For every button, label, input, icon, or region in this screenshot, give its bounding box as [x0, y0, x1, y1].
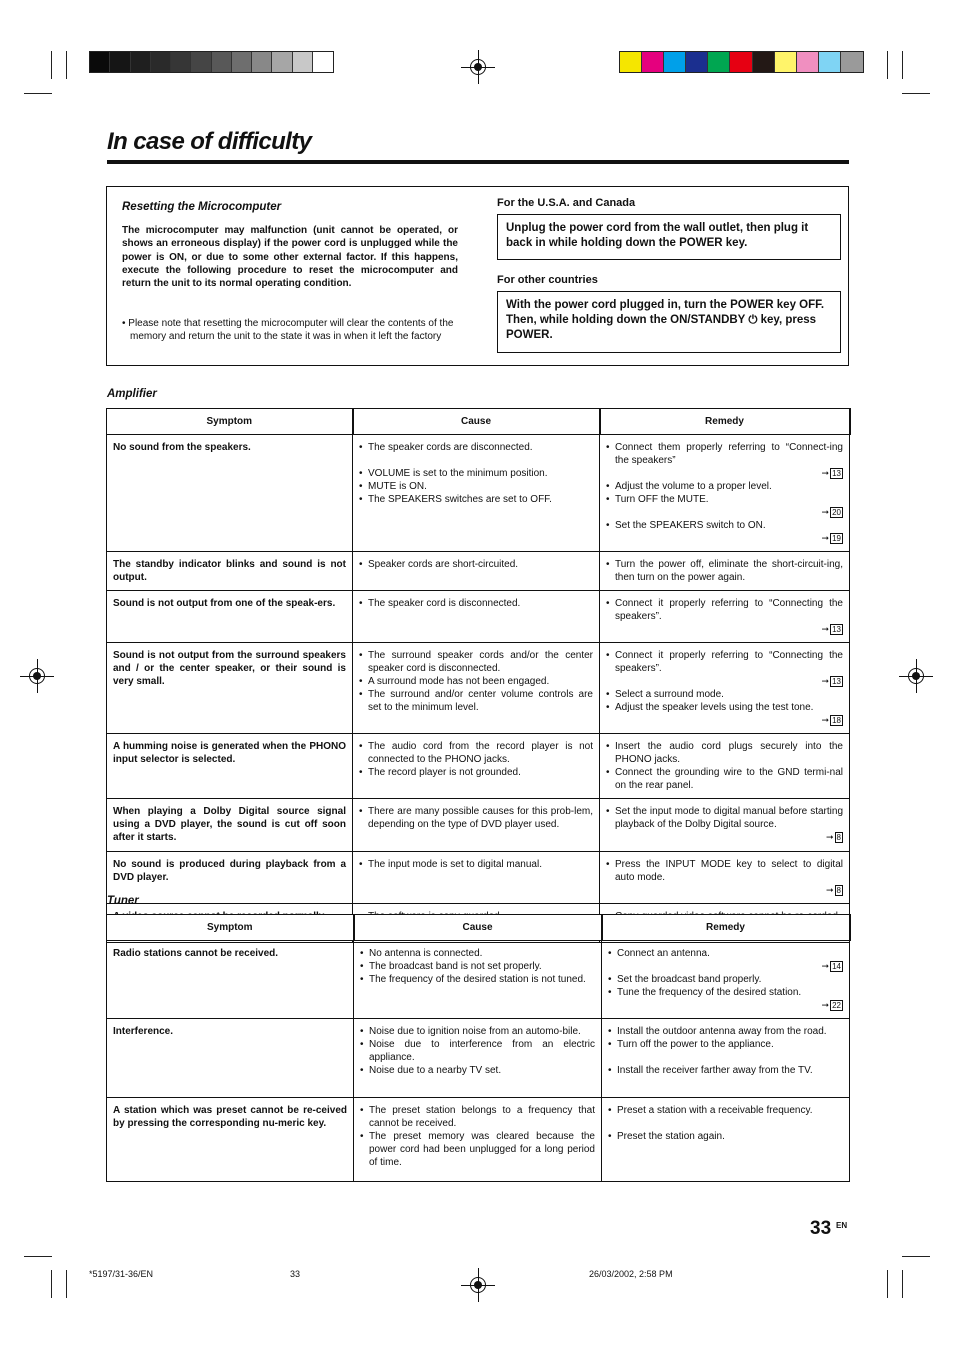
title-rule	[107, 160, 849, 164]
remedy-text: Press the INPUT MODE key to select to digital auto mode.	[615, 859, 843, 883]
page-reference-number: 19	[832, 534, 841, 543]
cause-cell	[354, 1098, 602, 1182]
page-reference-number: 8	[836, 886, 841, 895]
page-reference	[617, 999, 843, 1012]
calibration-swatch	[191, 52, 211, 72]
cause-header: Cause	[353, 409, 600, 435]
remedy-cell	[600, 435, 850, 552]
cause-cell	[353, 552, 600, 591]
cause-item: • Speaker cords are short-circuited.	[359, 558, 593, 571]
tuner-section-label: Tuner	[107, 895, 139, 907]
remedy-item	[608, 1038, 843, 1051]
table-row	[107, 435, 850, 552]
page-language: EN	[836, 1221, 848, 1230]
cause-item: • A surround mode has not been engaged.	[359, 675, 593, 688]
remedy-item	[606, 558, 843, 584]
cause-item: • The broadcast band is not set properly.	[360, 960, 595, 973]
symptom-cell: Sound is not output from one of the speak-ers.	[107, 591, 353, 643]
crop-mark	[902, 51, 903, 79]
remedy-item	[606, 441, 843, 480]
symptom-cell: Radio stations cannot be received.	[107, 941, 354, 1019]
remedy-item	[608, 947, 843, 973]
remedy-text: Tune the frequency of the desired station.	[617, 987, 802, 998]
cause-cell	[353, 435, 600, 552]
cause-cell	[353, 852, 600, 904]
page-reference-number: 8	[836, 833, 841, 842]
symptom-header: Symptom	[107, 915, 354, 941]
calibration-swatch	[212, 52, 232, 72]
remedy-header: Remedy	[602, 915, 850, 941]
remedy-item	[606, 740, 843, 766]
cause-cell	[353, 799, 600, 852]
cause-item: • VOLUME is set to the minimum position.	[359, 467, 593, 480]
crop-mark	[902, 1256, 930, 1257]
cause-item: • The surround and/or center volume controls are set to the minimum level.	[359, 688, 593, 714]
cause-item: • Noise due to ignition noise from an automo-bile.	[360, 1025, 595, 1038]
page-reference-number: 20	[832, 508, 841, 517]
remedy-text: Set the SPEAKERS switch to ON.	[615, 520, 766, 531]
table-row	[107, 552, 850, 591]
table-row	[107, 1019, 850, 1098]
page-reference	[615, 675, 843, 688]
cause-header: Cause	[354, 915, 602, 941]
calibration-swatch	[642, 52, 664, 72]
symptom-header: Symptom	[107, 409, 353, 435]
calibration-swatch	[110, 52, 130, 72]
arrow-icon: ➞	[821, 676, 830, 686]
symptom-cell: A station which was preset cannot be re-ceived by pressing the corresponding nu-meric key.	[107, 1098, 354, 1182]
remedy-text: Install the outdoor antenna away from the road.	[617, 1026, 827, 1037]
remedy-text: Insert the audio cord plugs securely into the PHONO jacks.	[615, 741, 843, 765]
remedy-cell	[600, 852, 850, 904]
table-row	[107, 643, 850, 734]
calibration-swatch	[841, 52, 863, 72]
remedy-text: Turn off the power to the appliance.	[617, 1039, 774, 1050]
other-countries-heading: For other countries	[497, 274, 598, 286]
cause-item: • The preset memory was cleared because the power cord had been unplugged for a long period of time.	[360, 1130, 595, 1169]
calibration-swatch	[252, 52, 272, 72]
cause-item: • The input mode is set to digital manual.	[359, 858, 593, 871]
calibration-swatch	[131, 52, 151, 72]
page-reference-number: 22	[832, 1001, 841, 1010]
crop-mark	[66, 51, 67, 79]
cause-cell	[353, 591, 600, 643]
usa-canada-instruction: Unplug the power cord from the wall outlet, then plug it back in while holding down the POWER key.	[497, 214, 841, 260]
symptom-cell: Sound is not output from the surround speakers and / or the center speaker, or their sound is very small.	[107, 643, 353, 734]
remedy-item	[608, 1130, 843, 1143]
registration-mark-icon	[467, 56, 489, 78]
page-reference-number: 18	[832, 716, 841, 725]
calibration-swatch	[313, 52, 333, 72]
crop-mark	[24, 1256, 52, 1257]
remedy-header: Remedy	[600, 409, 850, 435]
cause-item: • The speaker cord is disconnected.	[359, 597, 593, 610]
footer-timestamp: 26/03/2002, 2:58 PM	[589, 1269, 673, 1279]
calibration-swatch	[272, 52, 292, 72]
calibration-swatch	[730, 52, 752, 72]
remedy-cell	[600, 591, 850, 643]
remedy-text: Install the receiver farther away from the TV.	[617, 1065, 813, 1076]
remedy-cell	[602, 1019, 850, 1098]
page-reference	[615, 714, 843, 727]
remedy-item	[608, 986, 843, 1012]
tuner-troubleshooting-table	[106, 914, 851, 1182]
symptom-cell: No sound is produced during playback from a DVD player.	[107, 852, 353, 904]
cause-item: • The preset station belongs to a frequency that cannot be received.	[360, 1104, 595, 1130]
cause-cell	[354, 941, 602, 1019]
page-reference-number: 14	[832, 962, 841, 971]
reset-description: The microcomputer may malfunction (unit cannot be operated, or shows an erroneous display) if the power cord is unplugged while the power is ON, or due to some other external factor. If this happens, execute the following procedure to reset the microcomputer and return the unit to its normal operating condition.	[122, 225, 458, 290]
cause-item: • The SPEAKERS switches are set to OFF.	[359, 493, 593, 506]
cause-item: • There are many possible causes for this prob-lem, depending on the type of DVD player used.	[359, 805, 593, 831]
page-reference	[615, 884, 843, 897]
reset-heading: Resetting the Microcomputer	[122, 201, 282, 213]
remedy-text: Connect the grounding wire to the GND termi-nal on the rear panel.	[615, 767, 843, 791]
remedy-item	[606, 649, 843, 688]
remedy-item	[606, 766, 843, 792]
cause-item: • The speaker cords are disconnected.	[359, 441, 593, 454]
remedy-text: Connect it properly referring to “Connecting the speakers”.	[615, 650, 843, 674]
cause-item: • Noise due to interference from an electric appliance.	[360, 1038, 595, 1064]
crop-mark	[51, 51, 52, 79]
cause-item: • MUTE is ON.	[359, 480, 593, 493]
remedy-text: Connect it properly referring to “Connecting the speakers”.	[615, 598, 843, 622]
remedy-text: Set the broadcast band properly.	[617, 974, 762, 985]
amplifier-troubleshooting-table	[106, 408, 851, 943]
remedy-text: Connect them properly referring to “Connect-ing the speakers”	[615, 442, 843, 466]
remedy-item	[606, 597, 843, 636]
table-row	[107, 591, 850, 643]
calibration-swatch	[171, 52, 191, 72]
remedy-text: Adjust the speaker levels using the test tone.	[615, 702, 814, 713]
remedy-item	[606, 688, 843, 701]
arrow-icon: ➞	[826, 832, 834, 842]
usa-canada-heading: For the U.S.A. and Canada	[497, 197, 636, 209]
remedy-text: Turn OFF the MUTE.	[615, 494, 709, 505]
calibration-swatch	[797, 52, 819, 72]
registration-mark-icon	[467, 1274, 489, 1296]
amplifier-section-label: Amplifier	[107, 388, 157, 400]
page-reference-number: 13	[832, 625, 841, 634]
calibration-swatch	[232, 52, 252, 72]
arrow-icon: ➞	[821, 507, 830, 517]
crop-mark	[887, 1270, 888, 1298]
remedy-text: Preset the station again.	[617, 1131, 725, 1142]
remedy-text: Adjust the volume to a proper level.	[615, 481, 772, 492]
table-row	[107, 941, 850, 1019]
remedy-item	[608, 1064, 843, 1077]
remedy-item	[608, 1104, 843, 1117]
remedy-item	[608, 1025, 843, 1038]
footer-page: 33	[290, 1269, 301, 1279]
remedy-text: Connect an antenna.	[617, 948, 710, 959]
crop-mark	[902, 1270, 903, 1298]
page-reference	[615, 506, 843, 519]
reset-microcomputer-box	[106, 186, 849, 366]
arrow-icon: ➞	[826, 885, 834, 895]
page-reference	[617, 960, 843, 973]
crop-mark	[887, 51, 888, 79]
symptom-cell: When playing a Dolby Digital source signal using a DVD player, the sound is cut off soon after it starts.	[107, 799, 353, 852]
remedy-text: Set the input mode to digital manual before starting playback of the Dolby Digital source.	[615, 806, 843, 830]
page-number: 33	[810, 1218, 832, 1239]
cause-cell	[354, 1019, 602, 1098]
page-reference	[615, 532, 843, 545]
symptom-cell: A humming noise is generated when the PHONO input selector is selected.	[107, 734, 353, 799]
calibration-swatch	[753, 52, 775, 72]
remedy-text: Turn the power off, eliminate the short-circuit-ing, then turn on the power again.	[615, 559, 843, 583]
page-reference	[615, 831, 843, 844]
symptom-cell: No sound from the speakers.	[107, 435, 353, 552]
color-calibration-bar	[619, 51, 864, 73]
other-countries-instruction: With the power cord plugged in, turn the POWER key OFF. Then, while holding down the ON/STANDBY ⏻ key, press POWER.	[497, 291, 841, 353]
arrow-icon: ➞	[821, 533, 830, 543]
remedy-item	[608, 973, 843, 986]
calibration-swatch	[819, 52, 841, 72]
calibration-swatch	[664, 52, 686, 72]
cause-cell	[353, 643, 600, 734]
calibration-swatch	[686, 52, 708, 72]
symptom-cell: Interference.	[107, 1019, 354, 1098]
remedy-cell	[602, 941, 850, 1019]
calibration-swatch	[708, 52, 730, 72]
remedy-text: Select a surround mode.	[615, 689, 724, 700]
arrow-icon: ➞	[821, 468, 830, 478]
table-row	[107, 799, 850, 852]
crop-mark	[51, 1270, 52, 1298]
remedy-cell	[600, 643, 850, 734]
page-reference	[615, 467, 843, 480]
symptom-cell: The standby indicator blinks and sound is not output.	[107, 552, 353, 591]
table-row	[107, 1098, 850, 1182]
remedy-cell	[600, 799, 850, 852]
footer-file-id: *5197/31-36/EN	[89, 1269, 154, 1279]
calibration-swatch	[775, 52, 797, 72]
page-title: In case of difficulty	[107, 128, 312, 155]
cause-item: • The frequency of the desired station is not tuned.	[360, 973, 595, 986]
table-row	[107, 852, 850, 904]
arrow-icon: ➞	[821, 1000, 830, 1010]
calibration-swatch	[90, 52, 110, 72]
arrow-icon: ➞	[821, 624, 830, 634]
crop-mark	[66, 1270, 67, 1298]
calibration-swatch	[151, 52, 171, 72]
remedy-item	[606, 480, 843, 493]
remedy-item	[606, 858, 843, 897]
page-reference-number: 13	[832, 677, 841, 686]
arrow-icon: ➞	[821, 961, 830, 971]
cause-item: • No antenna is connected.	[360, 947, 595, 960]
reset-note: • Please note that resetting the microcomputer will clear the contents of the memory and return the unit to the state it was in when it left the factory	[122, 318, 454, 343]
arrow-icon: ➞	[821, 715, 830, 725]
registration-mark-icon	[905, 665, 927, 687]
remedy-cell	[602, 1098, 850, 1182]
page-reference	[615, 623, 843, 636]
crop-mark	[24, 93, 52, 94]
cause-item: • The audio cord from the record player is not connected to the PHONO jacks.	[359, 740, 593, 766]
remedy-item	[606, 519, 843, 545]
remedy-item	[606, 701, 843, 727]
remedy-item	[606, 805, 843, 844]
remedy-cell	[600, 734, 850, 799]
gray-calibration-bar	[89, 51, 334, 73]
calibration-swatch	[293, 52, 313, 72]
calibration-swatch	[620, 52, 642, 72]
page-reference-number: 13	[832, 469, 841, 478]
cause-item: • Noise due to a nearby TV set.	[360, 1064, 595, 1077]
table-row	[107, 734, 850, 799]
cause-cell	[353, 734, 600, 799]
remedy-item	[606, 493, 843, 519]
cause-item: • The record player is not grounded.	[359, 766, 593, 779]
cause-item: • The surround speaker cords and/or the center speaker cord is disconnected.	[359, 649, 593, 675]
remedy-text: Preset a station with a receivable frequency.	[617, 1105, 813, 1116]
registration-mark-icon	[26, 665, 48, 687]
crop-mark	[902, 93, 930, 94]
remedy-cell	[600, 552, 850, 591]
